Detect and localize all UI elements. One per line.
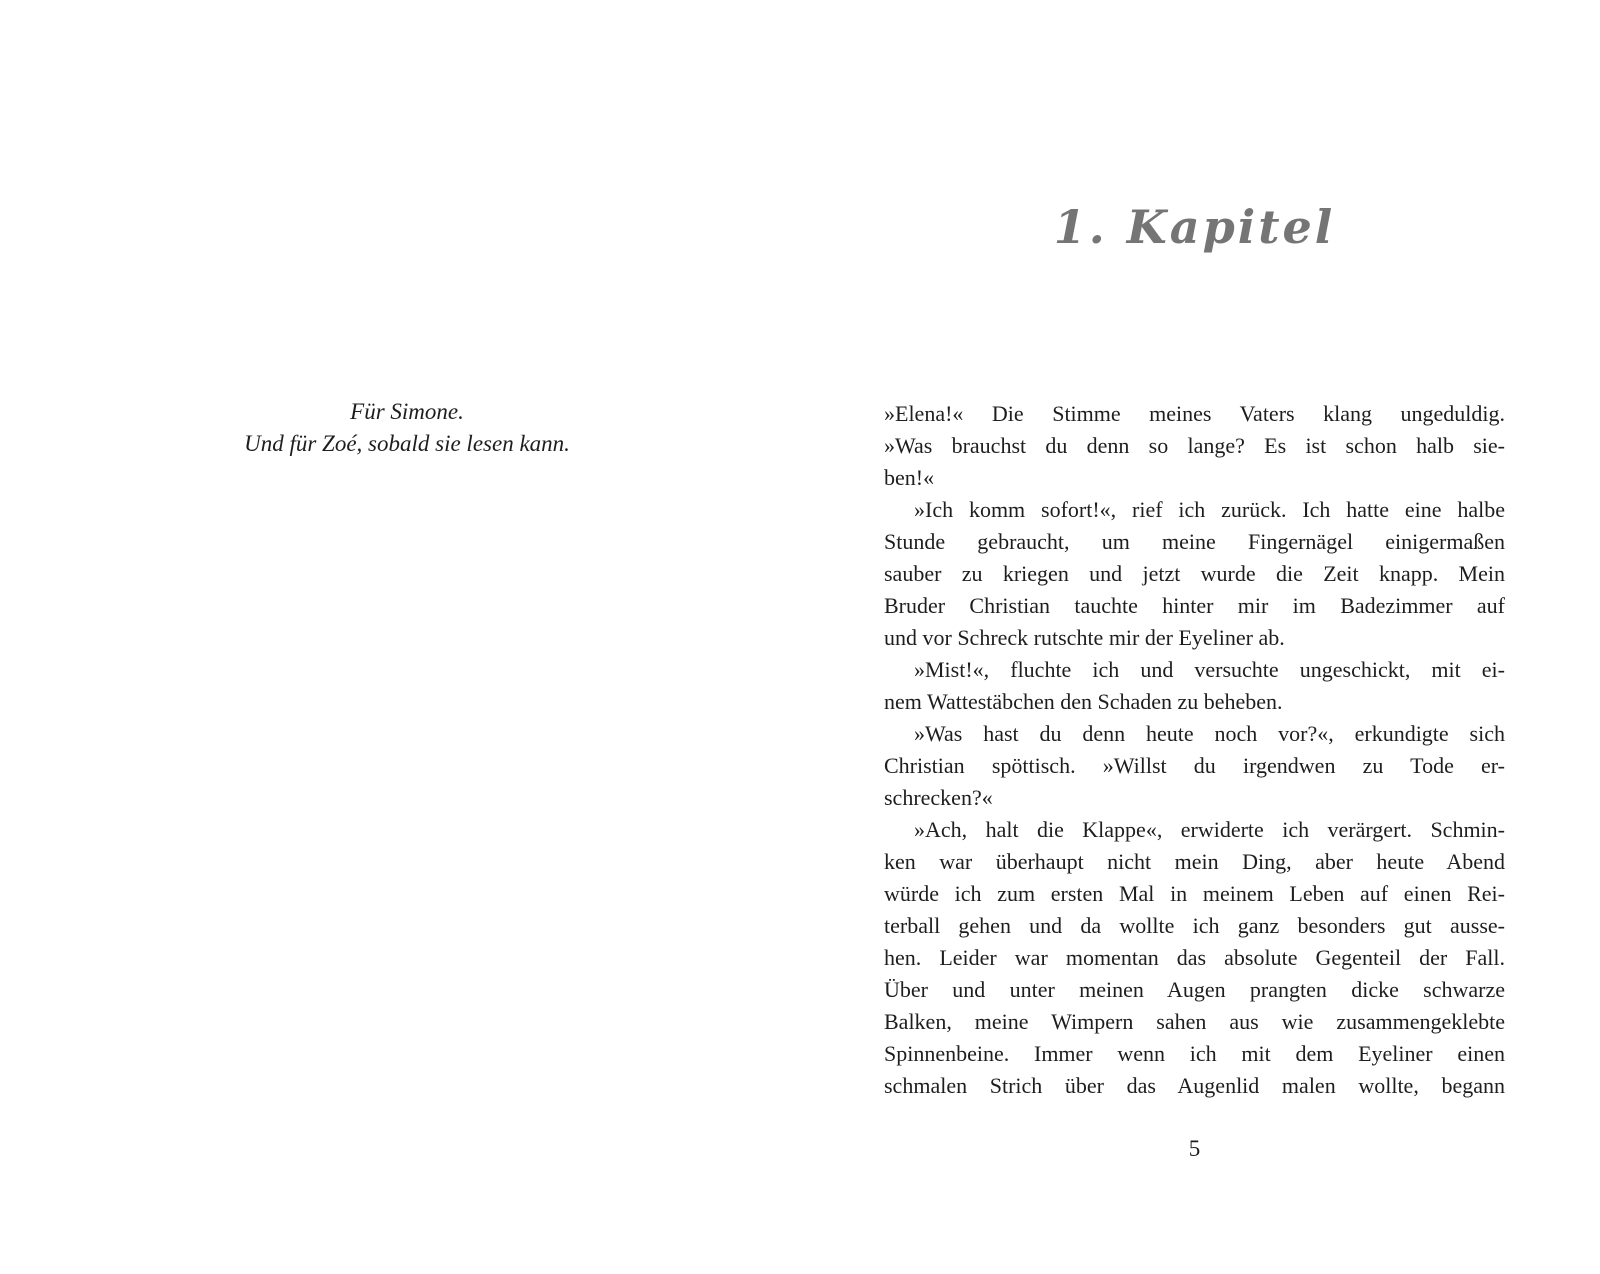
page-number: 5 [1188, 1136, 1201, 1161]
dedication-line: Und für Zoé, sobald sie lesen kann. [244, 431, 570, 456]
text-line: »Mist!«, fluchte ich und versuchte ungeschickt, mit ei- [914, 657, 1505, 682]
dedication-line: Für Simone. [350, 399, 464, 424]
text-line: Stunde gebraucht, um meine Fingernägel einigermaßen [884, 529, 1505, 554]
text-line: nem Wattestäbchen den Schaden zu beheben. [884, 689, 1283, 714]
text-line: schmalen Strich über das Augenlid malen wollte, begann [884, 1073, 1505, 1098]
text-line: und vor Schreck rutschte mir der Eyeliner ab. [884, 625, 1285, 650]
dedication [100, 396, 714, 460]
text-line: terball gehen und da wollte ich ganz besonders gut ausse- [884, 913, 1505, 938]
right-page [810, 0, 1600, 1274]
text-line: ben!« [884, 465, 935, 490]
text-line: hen. Leider war momentan das absolute Gegenteil der Fall. [884, 945, 1505, 970]
text-line: »Was brauchst du denn so lange? Es ist schon halb sie- [884, 433, 1505, 458]
text-line: Spinnenbeine. Immer wenn ich mit dem Eyeliner einen [884, 1041, 1505, 1066]
text-line: »Was hast du denn heute noch vor?«, erkundigte sich [914, 721, 1505, 746]
chapter-body [884, 398, 1505, 1102]
text-line: »Elena!« Die Stimme meines Vaters klang ungeduldig. [884, 401, 1505, 426]
text-line: schrecken?« [884, 785, 993, 810]
text-line: ken war überhaupt nicht mein Ding, aber heute Abend [884, 849, 1505, 874]
text-line: »Ach, halt die Klappe«, erwiderte ich verärgert. Schmin- [914, 817, 1505, 842]
text-line: sauber zu kriegen und jetzt wurde die Zeit knapp. Mein [884, 561, 1505, 586]
text-line: würde ich zum ersten Mal in meinem Leben auf einen Rei- [884, 881, 1505, 906]
text-line: Balken, meine Wimpern sahen aus wie zusammengeklebte [884, 1009, 1505, 1034]
text-line: Über und unter meinen Augen prangten dicke schwarze [884, 977, 1505, 1002]
chapter-heading: 1. Kapitel [1053, 200, 1336, 254]
text-line: »Ich komm sofort!«, rief ich zurück. Ich hatte eine halbe [914, 497, 1505, 522]
text-line: Christian spöttisch. »Willst du irgendwen zu Tode er- [884, 753, 1505, 778]
text-line: Bruder Christian tauchte hinter mir im Badezimmer auf [884, 593, 1505, 618]
